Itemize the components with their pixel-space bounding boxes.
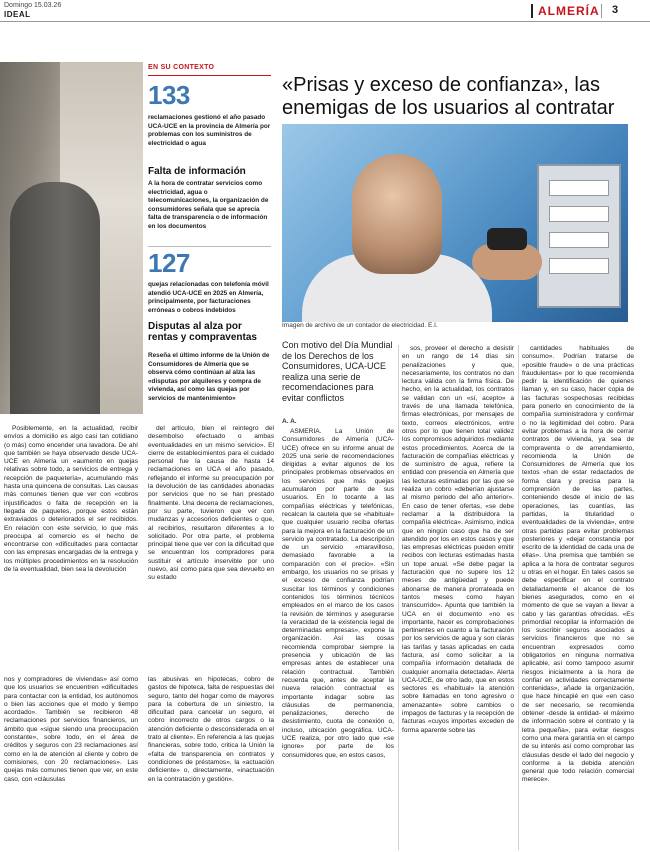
sidebar-kicker: EN SU CONTEXTO — [148, 64, 215, 71]
sidebar-stat-text: quejas relacionadas con telefonía móvil atendió UCA-UCE en 2025 en Almería, principalmente, por facturaciones erróneas o cobros indebidos — [148, 281, 269, 314]
header-rule — [0, 21, 650, 22]
sidebar-divider — [148, 246, 271, 247]
article-column — [4, 425, 138, 670]
sidebar-text: A la hora de contratar servicios como electricidad, agua o telecomunicaciones, la organización de consumidores señala que se aprecia falta de transparencia o de información en los documentos — [148, 180, 269, 230]
article-byline: A. A. — [282, 418, 297, 425]
article-paragraph: nos y compradores de viviendas» así como que los usuarios se encuentren «dificultades para contactar con la entidad, los autónomos o bien las acciones que el modo y tiempo acordado». También se recibieron 48 reclamaciones por servicios financieros, un ámbito que «sigue siendo una preocupación constante», sobre todo, en el área de créditos y seguros con 23 reclamaciones así como en la de atención al cliente y cobro de comisiones, con 20 reclamaciones». Las quejas más comunes tienen que ver, en este caso, con «cláusulas — [4, 676, 138, 783]
sidebar-stat-number: 127 — [148, 248, 190, 278]
header-divider-bar — [531, 4, 533, 18]
photo-worker — [0, 62, 143, 414]
article-headline: «Prisas y exceso de confianza», las enemigas de los usuarios al contratar — [282, 74, 615, 119]
article-column — [282, 428, 394, 848]
header-section: ALMERÍA — [538, 4, 600, 18]
article-paragraph: del artículo, bien el reintegro del desembolso efectuado o ambas eventualidades en un mismo servicio». El cierre de establecimientos para el cuidado personal fue la causa de hasta 14 reclamaciones en UCA el año pasado, reflejando el informe su preocupación por la devolución de las cantidades abonadas por servicios que no se han prestado finalmente. Una decena de reclamaciones, por su parte, tuvieron que ver con mudanzas y accesorios deficientes o que, al recibirlos, resultaron diferentes a lo solicitado. Por otra parte, el problema principal tiene que ver con la dificultad que se encuentran los compradores para sustituir el artículo inservible por uno nuevo, así como para que sea devuelto en su estado — [148, 425, 274, 582]
sidebar-stat-text: reclamaciones gestionó el año pasado UCA-UCE en la provincia de Almería por problemas con los suministros de electricidad o agua — [148, 114, 271, 147]
photo-meter-inspection — [282, 124, 628, 322]
header-date: Domingo 15.03.26 — [4, 2, 62, 9]
column-rule — [518, 345, 519, 850]
sidebar-rule — [148, 75, 271, 76]
article-paragraph: las abusivas en hipotecas, cobro de gastos de hipoteca, falta de respuestas del seguro, tanto del hogar como de mayores para la cobertura de un siniestro, la dificultad para cancelar un seguro, el cobro incorrecto de otros cargos o la atención deficiente o desconsiderada en el trato al cliente». En referencia a las quejas financieras, sobre todo, critica la Unión la «falta de transparencia en contratos y condiciones de préstamos», la «actuación deficiente» o, directamente, «inactuación en la contratación y gestión». — [148, 676, 274, 783]
sidebar-stat-number: 133 — [148, 80, 190, 110]
sidebar-heading: Disputas al alza por rentas y compraventas — [148, 321, 257, 343]
article-column — [4, 676, 138, 848]
article-paragraph: ASMERÍA. La Unión de Consumidores de Almería (UCA-UCE) ofrece en su informe anual de 2025 una serie de recomendaciones dirigidas a evitar algunos de los principales problemas observados en los servicios que más quejas acumularon por parte de sus usuarios. En lo tocante a las compañías eléctricas y telefónicas, recalcan la cautela que se «habitual» que cualquier usuario reciba ofertas para la mejora en la facturación de un servicio ya contratado. La descripción de un servicio «maravilloso, demasiado favorable a la comparación con el precio». «Sin embargo, los usuarios no se prisas y el exceso de confianza podrían suscitar los términos y condiciones contenidos los términos técnicos empleados en el marco de los casos la revisión de términos y asegurarse la veracidad de la existencia legal de determinadas empresas», expone la organización. Así las cosas recomienda comprobar siempre la presencia y ubicación de las empresas antes de establecer una relación contractual. También recuerda que, antes de aceptar la nueva relación contractual es importante indagar sobre las cláusulas de permanencia, penalizaciones, derecho de desistimiento, cuota de conexión o, incluso, ubicación geográfica. UCA-UCE realiza, por otro lado que «se ignore» por parte de los consumidores que, en estos casos, — [282, 428, 394, 759]
sidebar-heading: Falta de información — [148, 166, 246, 177]
article-column — [402, 345, 514, 848]
article-deck: Con motivo del Día Mundial de los Derechos de los Consumidores, UCA-UCE realiza una serie de recomendaciones para evitar conflictos — [282, 340, 393, 403]
article-paragraph: sos, proveer el derecho a desistir en un rango de 14 días sin penalizaciones y que, necesariamente, los contratos no dan lectura válida con la firma física. De hecho, en la actualidad, los contratos se validan con un «sí, acepto» a través de una llamada telefónica, firmas electrónicas, por mensajes de texto, correos electrónicos, entre otros por lo que tienen total validez los compromisos adquiridos mediante estos procedimientos. Acerca de la facturación de compañías eléctricas y de suministro de agua, refiere la entidad con presencia en Almería que las lecturas estimadas por las que se realiza un cobro «deberían ajustarse al mismo periodo del año anterior». En caso de tener ofertas, «se debe reclamar a la distribuidora la compañía eléctrica». Asimismo, indica que en ningún caso que ha de ser atendido por los en estos casos y que las empresas eléctricas pueden emitir recibos con lecturas estimadas hasta un tope anual. «Se debe pagar la facturación que no supere los 12 meses de antigüedad y puede abonarse de manera prorrateada en tantos meses como hayan transcurrido». Apunta que también la UCA en el documento «no es importante, hacer es comprobaciones pertinentes en cuanto a la facturación por los servicios de agua y son claras las tarifas y tasas aplicadas en cada factura, así como solicitar a la compañía información detallada de cualquier anomalía detectada». Alerta UCA-UCE, de otro lado, que en estos sectores es «habitual» la atención sobre llamadas en tono agresivo o amenazante» sobre cambios o impagos de facturas y la recepción de facturas «cuyos importes exceden de forma aparente sobre las — [402, 345, 514, 734]
header-brand: IDEAL — [4, 10, 31, 19]
photo-caption: Imagen de archivo de un contador de electricidad. E.I. — [282, 322, 438, 329]
page-number: 3 — [612, 4, 619, 16]
photo-flashlight — [487, 228, 527, 250]
sidebar-text: Reseña el último informe de la Unión de Consumidores de Almería que se observa cómo continúan al alza las «disputas por alquileres y compra de vivienda, así como las quejas por servicios de mantenimiento» — [148, 352, 270, 402]
column-rule — [398, 345, 399, 850]
article-column — [148, 676, 274, 848]
article-column — [148, 425, 274, 670]
photo-man-head — [352, 154, 442, 274]
photo-electric-meter — [537, 164, 621, 308]
article-paragraph: cantidades habituales de consumo». Podrían tratarse de «posible fraude» o de una prácticas fraudulentas» por lo que recomienda pedir la identificación de quienes llaman y, en su caso, hacer copia de las facturas sospechosas recibidas para ponerlo en conocimiento de la compañía suministradora y confirmar o no la legitimidad del cobro. Para evitar problemas a la hora de cerrar contratos de vivienda, ya sea de compraventa o de arrendamiento, recomienda la Unión de Consumidores de Almería que los textos «han de estar redactados de forma clara y precisa para la comprensión de las partes, conteniendo desde el inicio de las operaciones, las cuantías, las partidas, la titularidad o eventualidades de la vivienda», entre otras partidas para evitar problemas posteriores y «dejar constancia por escrito de la identidad de cada una de ellas». Una premisa que también se aplica a la hora de contratar seguros u otras en el hogar. En tales casos se debe especificar en el contrato detalladamente el alcance de los bienes asegurados, como en el momento de que se vayan a llevar a cabo y las garantías ofrecidas. «Es primordial recopilar la información de los suscribir seguros asociados a servicios financieros que no se encuentran expresados como obligatorios en ninguna normativa aplicable, así como tampoco asumir riesgos inicialmente a la hora de confiar en actividades correctamente contenidas», añade la organización, que hace hincapié en que «en caso de ser necesario, se recomienda obtener -desde la entidad- el máximo de información sobre el contrato y la letra pequeña», para evitar riesgos como una mera garantía en el campo de su interés así como comprobar las cláusulas desde el lado del negocio y conforme a la debida atención general que todo relación comercial merece». — [522, 345, 634, 784]
article-paragraph: Posiblemente, en la actualidad, recibir envíos a domicilio es algo casi tan cotidiano (o más) como encender una lavadora. De ahí que también se haya observado desde UCA-UCE en Almería un «aumento en quejas relativas sobre todo, a servicios de entrega y recepción de paquetería», acumulando más hasta una quincena de consultas. Las causas más comunes tienen que ver con «cobros injustificados o falta de recepción en la llegada de paquetes, porque estos están extraviados o deteriorados el ser recibidos. En relación con este servicio, lo que más preocupa al comercio es el hecho de encontrarse con «dificultades para contactar con las empresas encargadas de la entrega y los múltiples procedimientos en la resolución de la eventualidad, bien sea la devolución — [4, 425, 138, 574]
header-divider — [601, 4, 602, 18]
article-column — [522, 345, 634, 848]
photo-worker-sleeve — [10, 182, 100, 414]
